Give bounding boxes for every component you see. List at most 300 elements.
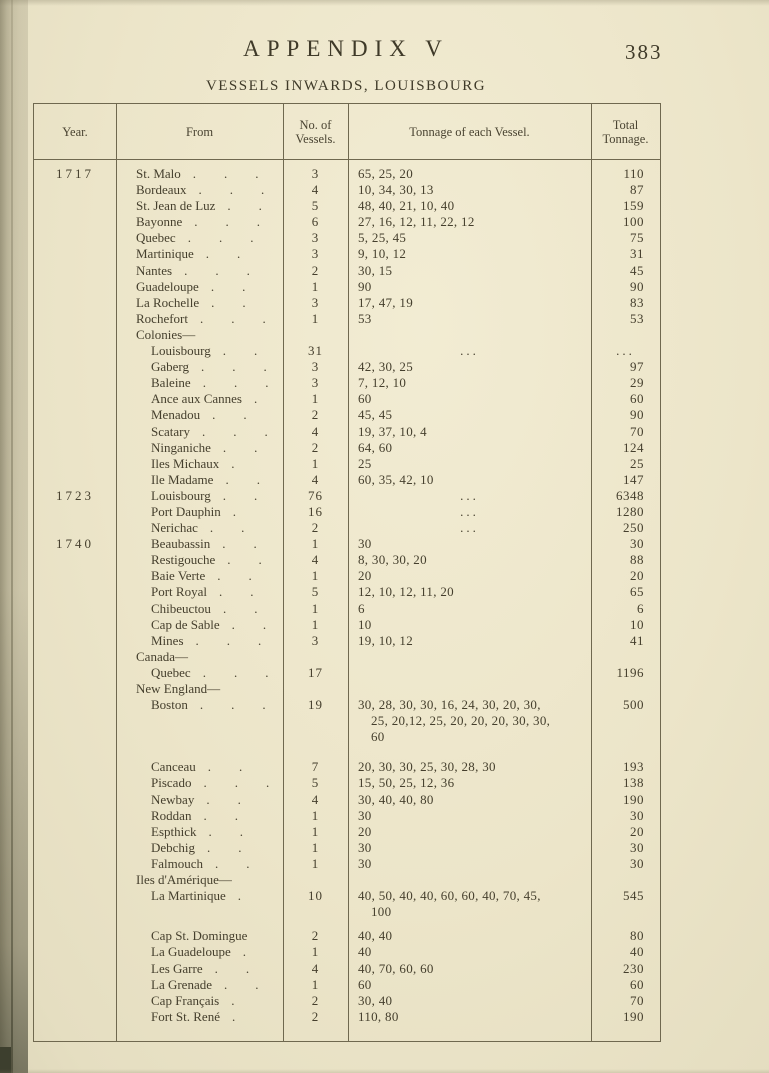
leader-dot: . (227, 552, 231, 568)
year-cell (34, 601, 116, 617)
tonnage-cell: 20, 30, 30, 25, 30, 28, 30 (358, 759, 496, 775)
tonnage-cell: 20 (358, 568, 372, 584)
column-header-no-of-vessels: No. of Vessels. (295, 117, 336, 146)
leader-dot: . (253, 536, 257, 552)
vessels-cell: 4 (311, 552, 320, 568)
total-cell: 70 (630, 423, 644, 439)
table-row (34, 552, 660, 568)
leader-dot: . (194, 214, 198, 230)
place-name: Ile Madame (151, 471, 214, 487)
leader-dots (199, 295, 246, 310)
leader-dots (190, 424, 268, 439)
vessels-cell: 17 (308, 664, 323, 680)
vessels-cell: 2 (311, 520, 320, 536)
tonnage-cell (348, 872, 591, 888)
vessels-cell: 31 (308, 343, 323, 359)
from-cell (116, 568, 283, 584)
vessels-cell: 1 (311, 600, 320, 616)
from-cell (116, 311, 283, 327)
tonnage-cell: 40 (358, 944, 372, 960)
leader-dot: . (233, 423, 237, 439)
vessels-cell: 3 (311, 166, 320, 181)
year-cell (34, 359, 116, 375)
total-cell: 138 (623, 775, 644, 791)
appendix-title: APPENDIX V (243, 36, 449, 61)
tonnage-cell: 30 (358, 839, 372, 855)
place-name: Falmouch (151, 855, 203, 871)
from-cell (116, 856, 283, 872)
total-cell: 190 (623, 1008, 644, 1024)
from-cell (116, 888, 283, 920)
year-cell (34, 504, 116, 520)
place-name: Bordeaux (136, 182, 187, 198)
table-row (34, 440, 660, 456)
leader-dot: . (241, 520, 245, 536)
total-cell: 60 (630, 976, 644, 992)
place-name: Nerichac (151, 520, 198, 536)
year-cell: 1723 (56, 487, 94, 503)
from-cell (116, 230, 283, 246)
year-cell (34, 552, 116, 568)
table-row (34, 311, 660, 327)
leader-dot: . (237, 791, 241, 807)
place-name: Nantes (136, 262, 173, 278)
year-cell (34, 872, 116, 888)
tonnage-cell: 60 (358, 391, 372, 407)
table-row (34, 343, 660, 359)
vessels-cell: 1 (311, 944, 320, 960)
leader-dots (207, 584, 254, 599)
table-row (34, 520, 660, 536)
place-name: Debchig (151, 839, 196, 855)
table-title: VESSELS INWARDS, LOUISBOURG (205, 78, 487, 94)
place-name: Ninganiche (151, 439, 211, 455)
leader-dots (191, 808, 238, 823)
from-cell (116, 775, 283, 791)
place-name: New England— (136, 681, 221, 696)
tonnage-cell: 40, 70, 60, 60 (358, 960, 434, 976)
table-row (34, 649, 660, 665)
leader-dot: . (199, 697, 204, 713)
leader-dots (200, 407, 247, 422)
leader-dots (181, 166, 259, 181)
tonnage-cell (348, 327, 591, 343)
leader-dots (213, 472, 260, 487)
vessels-cell: 4 (311, 423, 320, 439)
total-cell (591, 872, 660, 888)
year-cell (34, 840, 116, 856)
year-cell (34, 824, 116, 840)
table-row (34, 1009, 660, 1025)
vessels-cell: 4 (311, 960, 320, 976)
leader-dots (184, 633, 262, 648)
total-cell: 10 (630, 616, 644, 632)
table-row (34, 198, 660, 214)
place-name: La Rochelle (136, 294, 200, 310)
page-bottom-edge-shadow (0, 1069, 769, 1073)
table-row (34, 263, 660, 279)
place-name: La Guadeloupe (151, 944, 231, 960)
place-name: Port Royal (151, 584, 207, 600)
leader-dots (176, 230, 254, 245)
table-row (34, 617, 660, 633)
place-name: Newbay (151, 791, 195, 807)
from-cell (116, 279, 283, 295)
leader-dot: . (202, 375, 206, 391)
from-cell (116, 601, 283, 617)
vessels-cell: 7 (311, 759, 320, 775)
leader-dot: . (231, 455, 235, 471)
tonnage-cell: 30 (358, 536, 372, 552)
table-row (34, 568, 660, 584)
vessels-cell: 10 (308, 888, 323, 904)
table-row (34, 407, 660, 423)
total-cell: 90 (630, 278, 644, 294)
vessels-cell: 3 (311, 294, 320, 310)
vessels-cell: 2 (311, 262, 320, 278)
tonnage-cell: 7, 12, 10 (358, 375, 407, 391)
tonnage-cell: 42, 30, 25 (358, 359, 413, 375)
leader-dot: . (225, 214, 229, 230)
from-cell (116, 295, 283, 311)
place-name: Ance aux Cannes (151, 391, 242, 407)
year-cell (34, 928, 116, 944)
year-cell (34, 775, 116, 791)
leader-dot: . (242, 944, 247, 960)
total-cell: 193 (623, 759, 644, 775)
column-header-total-tonnage: Total Tonnage. (602, 117, 649, 146)
table-row (34, 391, 660, 407)
table-row (34, 279, 660, 295)
vessels-cell: 1 (311, 855, 320, 871)
from-cell (116, 792, 283, 808)
vessels-cell: 1 (311, 839, 320, 855)
vessels-inwards-table (33, 103, 661, 1042)
tonnage-cell: 27, 16, 12, 11, 22, 12 (358, 214, 475, 230)
table-row (34, 928, 660, 944)
total-cell: 30 (630, 807, 644, 823)
vessels-cell: 2 (311, 992, 320, 1008)
leader-dot: . (184, 262, 188, 278)
from-cell (116, 681, 283, 697)
from-cell (116, 649, 283, 665)
leader-dot: . (205, 246, 210, 262)
leader-dots (189, 359, 267, 374)
tonnage-cell: 15, 50, 25, 12, 36 (358, 775, 455, 791)
leader-dot: . (227, 198, 231, 214)
leader-dots (188, 311, 266, 326)
leader-dot: . (261, 182, 265, 198)
table-row (34, 246, 660, 262)
table-row (34, 295, 660, 311)
leader-dot: . (224, 166, 228, 181)
leader-dot: . (222, 439, 227, 455)
leader-dots (221, 504, 236, 519)
table-body (34, 160, 660, 1041)
table-row (34, 633, 660, 649)
place-name: Scatary (151, 423, 190, 439)
leader-dot: . (198, 182, 202, 198)
leader-dots (211, 601, 258, 616)
from-cell (116, 488, 283, 504)
vessels-cell: 1 (311, 568, 320, 584)
leader-dots (211, 440, 258, 455)
tonnage-cell: 65, 25, 20 (358, 166, 413, 181)
leader-dot: . (207, 839, 211, 855)
tonnage-cell: 6 (358, 600, 365, 616)
leader-dot: . (256, 214, 260, 230)
leader-dots (198, 520, 245, 535)
year-cell (34, 856, 116, 872)
year-cell (34, 230, 116, 246)
year-cell (34, 888, 116, 920)
place-name: Baleine (151, 375, 191, 391)
year-cell (34, 961, 116, 977)
table-row (34, 456, 660, 472)
leader-dots (194, 792, 241, 807)
tonnage-cell: 12, 10, 12, 11, 20 (358, 584, 454, 600)
tonnage-cell: 19, 37, 10, 4 (358, 423, 427, 439)
leader-dot: . (201, 423, 206, 439)
leader-dot: . (265, 375, 269, 391)
year-cell (34, 246, 116, 262)
table-row (34, 792, 660, 808)
from-cell (116, 214, 283, 230)
table-row (34, 759, 660, 775)
year-cell (34, 944, 116, 960)
leader-dot: . (258, 552, 262, 568)
table-row (34, 872, 660, 888)
place-name: Quebec (151, 664, 191, 680)
table-row (34, 808, 660, 824)
year-cell (34, 295, 116, 311)
leader-dots (182, 214, 260, 229)
vessels-cell: 5 (311, 198, 320, 214)
table-row (34, 536, 660, 552)
from-cell (116, 808, 283, 824)
from-cell (116, 928, 283, 944)
place-name: Martinique (136, 246, 194, 262)
total-cell: 159 (623, 198, 644, 214)
leader-dot: . (211, 294, 215, 310)
year-cell (34, 343, 116, 359)
leader-dot: . (229, 182, 234, 198)
vessels-cell: 1 (311, 310, 320, 326)
table-row (34, 584, 660, 600)
leader-dots (212, 977, 259, 992)
place-name: Espthick (151, 823, 197, 839)
page-left-edge-line (11, 0, 13, 1073)
from-cell (116, 759, 283, 775)
tonnage-line: 25, 20,12, 25, 20, 20, 20, 30, 30, (371, 713, 551, 729)
leader-dot: . (254, 439, 258, 455)
tonnage-cell: 53 (358, 310, 372, 326)
table-row (34, 665, 660, 681)
total-cell: 30 (630, 855, 644, 871)
leader-dot: . (225, 471, 229, 487)
leader-dot: . (192, 166, 197, 181)
vessels-cell: 19 (308, 697, 323, 713)
vessels-cell (283, 327, 348, 343)
place-name: Bayonne (136, 214, 183, 230)
year-cell: 1740 (56, 536, 94, 552)
year-cell (34, 263, 116, 279)
place-name: Iles Michaux (151, 455, 220, 471)
total-cell: 20 (630, 568, 644, 584)
tonnage-cell: 10, 34, 30, 13 (358, 182, 434, 198)
leader-dots (197, 824, 244, 839)
leader-dots (242, 391, 257, 406)
leader-dot: . (250, 584, 254, 600)
leader-dot: . (218, 230, 223, 246)
from-cell (116, 407, 283, 423)
place-name: La Martinique (151, 888, 226, 904)
column-header-year: Year. (62, 124, 88, 139)
total-cell: 80 (630, 928, 644, 944)
total-cell (591, 649, 660, 665)
leader-dot: . (233, 375, 238, 391)
leader-dot: . (265, 775, 270, 791)
from-cell (116, 375, 283, 391)
vessels-cell: 4 (311, 471, 320, 487)
total-cell: 88 (630, 552, 644, 568)
total-cell: 124 (623, 439, 644, 455)
leader-dots (231, 944, 246, 959)
leader-dot: . (231, 1008, 236, 1024)
leader-dot: . (231, 616, 235, 632)
leader-dot: . (263, 359, 267, 375)
place-name: Quebec (136, 230, 176, 246)
year-cell (34, 520, 116, 536)
total-cell: 6348 (616, 487, 644, 503)
year-cell (34, 1009, 116, 1025)
leader-dots (203, 856, 250, 871)
total-cell: ... (616, 343, 635, 359)
place-name: Cap Français (151, 992, 220, 1008)
vessels-cell: 3 (311, 246, 320, 262)
tonnage-cell: 20 (358, 823, 372, 839)
vessels-cell: 1 (311, 807, 320, 823)
column-header-from: From (185, 124, 214, 139)
place-name: Les Garre (151, 960, 203, 976)
leader-dot: . (234, 807, 238, 823)
leader-dots (194, 246, 241, 261)
leader-dots (219, 456, 234, 471)
leader-dot: . (199, 310, 204, 326)
leader-dot: . (224, 976, 228, 992)
table-row (34, 327, 660, 343)
total-cell: 25 (630, 455, 644, 471)
leader-dot: . (222, 600, 227, 616)
leader-dot: . (253, 343, 258, 359)
from-cell (116, 182, 283, 198)
total-cell (591, 681, 660, 697)
leader-dots (220, 1009, 235, 1024)
year-cell (34, 279, 116, 295)
from-cell (116, 944, 283, 960)
leader-dot: . (231, 310, 235, 326)
leader-dot: . (265, 664, 269, 680)
place-name: Gaberg (151, 359, 190, 375)
from-cell (116, 246, 283, 262)
tonnage-cell: 64, 60 (358, 439, 393, 455)
leader-dot: . (209, 520, 214, 536)
tonnage-cell: 40, 40 (358, 928, 393, 944)
from-cell (116, 391, 283, 407)
vessels-cell: 2 (311, 1008, 320, 1024)
vessels-cell: 2 (311, 407, 320, 423)
from-cell (116, 359, 283, 375)
tonnage-cell: 9, 10, 12 (358, 246, 407, 262)
leader-dot: . (255, 166, 259, 181)
from-cell (116, 993, 283, 1009)
tonnage-cell (348, 665, 591, 681)
leader-dot: . (203, 807, 207, 823)
leader-dot: . (246, 262, 250, 278)
total-cell: 1280 (616, 503, 644, 519)
from-cell (116, 552, 283, 568)
place-name: Cap de Sable (151, 616, 220, 632)
year-cell (34, 568, 116, 584)
tonnage-cell: ... (460, 343, 479, 359)
leader-dots (191, 665, 269, 680)
vessels-cell: 16 (308, 503, 323, 519)
tonnage-cell: 30, 15 (358, 262, 393, 278)
leader-dot: . (212, 407, 216, 423)
total-cell: 31 (630, 246, 644, 262)
vessels-cell: 1 (311, 976, 320, 992)
leader-dot: . (215, 262, 219, 278)
year-cell (34, 681, 116, 697)
total-cell: 60 (630, 391, 644, 407)
from-cell (116, 872, 283, 888)
vessels-cell: 3 (311, 359, 320, 375)
table-row (34, 681, 660, 697)
place-name: Canada— (136, 648, 188, 664)
vessels-cell: 1 (311, 616, 320, 632)
leader-dot: . (232, 359, 236, 375)
leader-dot: . (218, 584, 223, 600)
leader-dot: . (203, 775, 207, 791)
total-cell: 45 (630, 262, 644, 278)
total-cell: 53 (630, 310, 644, 326)
place-name: Mines (151, 632, 184, 648)
leader-dots (196, 759, 243, 774)
total-cell: 97 (630, 359, 644, 375)
tonnage-cell (348, 681, 591, 697)
vessels-cell: 1 (311, 278, 320, 294)
total-cell: 230 (623, 960, 644, 976)
tonnage-cell: ... (460, 487, 479, 503)
total-cell: 250 (623, 520, 644, 536)
year-cell (34, 617, 116, 633)
place-name: Louisbourg (151, 487, 211, 503)
total-cell: 29 (630, 375, 644, 391)
from-cell (116, 504, 283, 520)
leader-dots (195, 840, 242, 855)
tonnage-cell: 30, 40 (358, 992, 393, 1008)
place-name: Menadou (151, 407, 201, 423)
total-cell: 190 (623, 791, 644, 807)
total-cell: 1196 (616, 664, 644, 680)
vessels-cell: 3 (311, 230, 320, 246)
vessels-cell: 2 (311, 928, 320, 944)
total-cell: 500 (623, 697, 644, 713)
table-row (34, 488, 660, 504)
tonnage-cell: 60, 35, 42, 10 (358, 471, 434, 487)
leader-dot: . (258, 198, 262, 214)
leader-dot: . (232, 503, 236, 519)
